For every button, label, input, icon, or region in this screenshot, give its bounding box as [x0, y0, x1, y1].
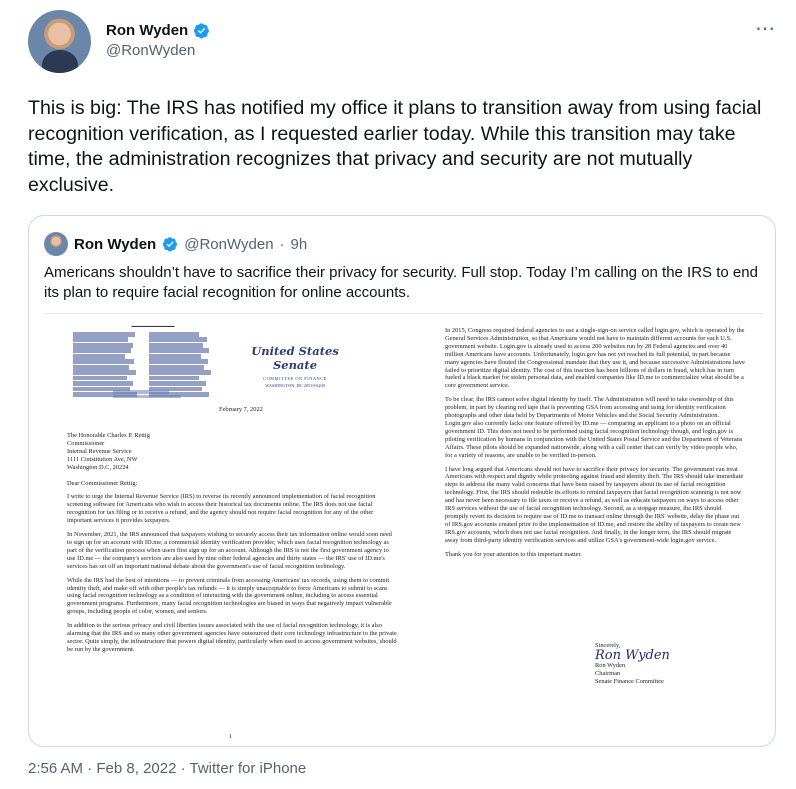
- author-name[interactable]: Ron Wyden: [106, 22, 189, 39]
- tweet-metadata: [28, 760, 306, 777]
- page-number: 1: [229, 734, 232, 740]
- handwritten-signature: Ron Wyden: [595, 647, 670, 663]
- meta-separator: ·: [176, 760, 190, 777]
- letter-addressee: [67, 432, 397, 472]
- addressee-line: The Honorable Charles P. Rettig: [67, 432, 150, 439]
- letter-signature-block: [595, 642, 670, 686]
- addressee-line: Washington D.C, 20224: [67, 463, 129, 471]
- quoted-timestamp: 9h: [290, 235, 308, 253]
- quoted-tweet-header: [44, 232, 307, 256]
- staff-directors: [113, 390, 183, 399]
- letter-paragraph: While the IRS had the best of intentions — to prevent criminals from accessing Americans' tax records, using them to commit identity theft, and make off with other people's tax refunds — it is simply unacceptable to force Americans to submit to scans using facial recognition technology as a condition of interacting with the government online, including to access essential government programs. Furthermore, many facial recognition technologies are biased in ways that negatively impact vulnerable groups, including people of color, women, and seniors.: [67, 576, 392, 616]
- letter-image[interactable]: [43, 313, 763, 743]
- letter-paragraph: In addition to the serious privacy and civil liberties issues associated with the use of facial recognition technology, it is also alarming that the IRS and so many other government agencies have outsourced their core technology infrastructure to the private sector. Quite simply, the infrastructure that powers digital identity, particularly when used to access government websites, should be run by the government.: [67, 622, 397, 653]
- tweet-author-row: [28, 10, 780, 74]
- quoted-author-avatar: [44, 232, 68, 256]
- letter-right-column: [445, 327, 745, 564]
- member-column-right: [149, 332, 219, 398]
- signer-committee: Senate Finance Committee: [595, 677, 664, 685]
- member-column-left: [73, 332, 143, 398]
- quoted-author-name: Ron Wyden: [74, 235, 157, 253]
- letter-paragraph: Thank you for your attention to this important matter.: [445, 550, 582, 558]
- meta-separator: ·: [83, 760, 97, 777]
- letter-paragraph: I have long argued that Americans should not have to sacrifice their privacy for security. The government can treat Americans with respect and dignity while protecting against fraud and identity theft. The IRS should take immediate steps to address the many valid concerns that have been raised by taxpayers about its use of facial recognition technology. First, the IRS should redouble its efforts to remind taxpayers that facial recognition scanning is not now and has never been necessary to file taxes or receive a refund, as well as educate taxpayers on ways to access other IRS services without the use of facial recognition technology. Second, as a stopgap measure, the IRS should promptly revert its decision to require use of ID.me to transact online through the IRS' website, delay the phase out of IRS.gov accounts created prior to the implementation of ID.me, and restore the ability of taxpayers to create new IRS.gov accounts, which does not use facial recognition. And finally, in the longer term, the IRS should migrate away from third-party identity verification services and utilize GSA's government-wide login.gov service.: [445, 465, 744, 544]
- quoted-separator: ·: [279, 235, 285, 253]
- author-handle[interactable]: @RonWyden: [106, 42, 196, 59]
- letter-paragraph: I write to urge the Internal Revenue Service (IRS) to reverse its recently announced implementation of facial recognition screening software for Americans who wish to access their historical tax documents online. The IRS does not use facial recognition for tax filing or to receive a refund, and the agency should not require facial recognition for any of the other important services it provides taxpayers.: [67, 493, 376, 525]
- addressee-line: Internal Revenue Service: [67, 447, 132, 455]
- signer-title: Chairman: [595, 669, 621, 677]
- quoted-author-handle: @RonWyden: [184, 235, 274, 253]
- tweet-date[interactable]: Feb 8, 2022: [96, 760, 177, 777]
- letter-paragraph: In November, 2021, the IRS announced that taxpayers wishing to securely access their tax information online would soon need to sign up for an account with ID.me, a commercial identity verification provider, which uses facial recognition technology as part of the verification process when users first sign up for an account. Although the IRS is not the first government agency to use ID.me — the company's services are also used by nine other federal agencies and thirty states — the IRS' use of ID.me's services has set off an important national debate about the government's use of facial recognition technology.: [67, 531, 392, 570]
- letter-salutation: Dear Commissioner Rettig:: [67, 479, 138, 487]
- verified-badge-icon: [193, 22, 210, 39]
- more-options-icon[interactable]: ⋯: [755, 18, 776, 40]
- letter-date: February 7, 2022: [219, 406, 263, 413]
- letter-paragraph: To be clear, the IRS cannot solve digital identity by itself. The Administration will need to take ownership of this problem, in part by clearing red tape that is preventing GSA from accessing and using for identity verification photographs and other data held by Departments of Motor Vehicles and the Social Security Administration. Login.gov also currently lacks one feature offered by ID.me — comparing an applicant to a photo on an official government ID. This does not need to be performed using facial recognition technology though, and login.gov is piloting verification by humans in conjunction with the United States Postal Service and the Department of Veterans Affairs. These pilots should be expanded nationwide, along with a call center that can verify by video people who, for a variety of reasons, are unable to be verified in-person.: [445, 396, 743, 459]
- addressee-line: 1111 Constitution Ave, NW: [67, 455, 138, 463]
- signer-name: Ron Wyden: [595, 661, 626, 669]
- author-name-row[interactable]: [106, 22, 210, 39]
- letterhead: [240, 344, 350, 388]
- quoted-tweet-text: Americans shouldn’t have to sacrifice their privacy for security. Full stop. Today I’m calling on the IRS to end its plan to require facial recognition for online accounts.: [44, 264, 758, 301]
- tweet-text: This is big: The IRS has notified my office it plans to transition away from using facial recognition verification, as I requested earlier today. While this transition may take time, the administration recognizes that privacy and security are not mutually exclusive.: [28, 97, 762, 196]
- tweet-time[interactable]: 2:56 AM: [28, 760, 84, 777]
- letter-paragraph: In 2015, Congress required federal agencies to use a single-sign-on service called login.gov, which is operated by the General Services Administration, so that Americans would not have to maintain different accounts for each U.S. government website. Login.gov is already used to access 200 websites run by 28 Federal agencies and over 40 million Americans have accounts. Unfortunately, login.gov has not yet reached its full potential, in part because many agencies have flouted the Congressional mandate that they use it, and because successive Administrations have failed to prioritize digital identity. The cost of this inaction has been billions of dollars in fraud, which has in turn fueled a black market for stolen personal data, and enabled companies like ID.me to commercialize what should be a core government service.: [445, 327, 745, 390]
- letter-closing: Sincerely,: [595, 642, 621, 649]
- letter-left-column: [67, 432, 397, 660]
- addressee-line: Commissioner: [67, 439, 105, 447]
- letterhead-committee: COMMITTEE ON FINANCE: [263, 376, 327, 381]
- tweet-source[interactable]: Twitter for iPhone: [189, 760, 307, 777]
- author-avatar[interactable]: [28, 10, 91, 73]
- quoted-verified-badge-icon: [162, 236, 178, 252]
- member-list-header: ▬▬▬▬▬▬▬▬▬▬▬▬: [131, 324, 175, 328]
- letterhead-title: United States Senate: [251, 344, 339, 372]
- quoted-tweet[interactable]: [28, 215, 776, 747]
- letterhead-address: WASHINGTON, DC 20510-6200: [265, 383, 325, 388]
